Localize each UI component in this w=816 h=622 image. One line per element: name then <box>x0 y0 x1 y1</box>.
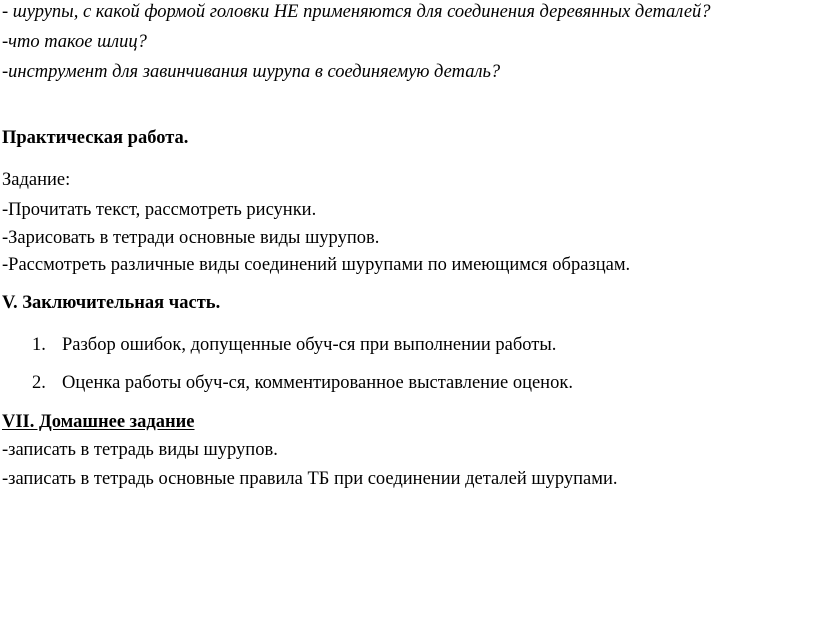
final-part-heading: V. Заключительная часть. <box>2 293 221 313</box>
task-label: Задание: <box>2 170 71 190</box>
final-part-list-item <box>32 334 556 356</box>
final-part-list-item <box>32 372 573 394</box>
task-item: -Прочитать текст, рассмотреть рисунки. <box>2 200 317 220</box>
list-number: 2. <box>32 373 46 393</box>
question-line: -инструмент для завинчивания шурупа в соединяемую деталь? <box>2 62 501 82</box>
list-text: Оценка работы обуч-ся, комментированное выставление оценок. <box>62 373 573 393</box>
homework-heading: VII. Домашнее задание <box>2 412 195 432</box>
homework-item: -записать в тетрадь основные правила ТБ при соединении деталей шурупами. <box>2 469 618 489</box>
homework-item: -записать в тетрадь виды шурупов. <box>2 440 278 460</box>
question-line: -что такое шлиц? <box>2 32 147 52</box>
question-line: - шурупы, с какой формой головки НЕ применяются для соединения деревянных деталей? <box>2 2 711 22</box>
list-text: Разбор ошибок, допущенные обуч-ся при выполнении работы. <box>62 335 557 355</box>
practical-work-heading: Практическая работа. <box>2 128 189 148</box>
task-item: -Зарисовать в тетради основные виды шурупов. <box>2 228 380 248</box>
task-item: -Рассмотреть различные виды соединений шурупами по имеющимся образцам. <box>2 255 631 275</box>
list-number: 1. <box>32 335 46 355</box>
